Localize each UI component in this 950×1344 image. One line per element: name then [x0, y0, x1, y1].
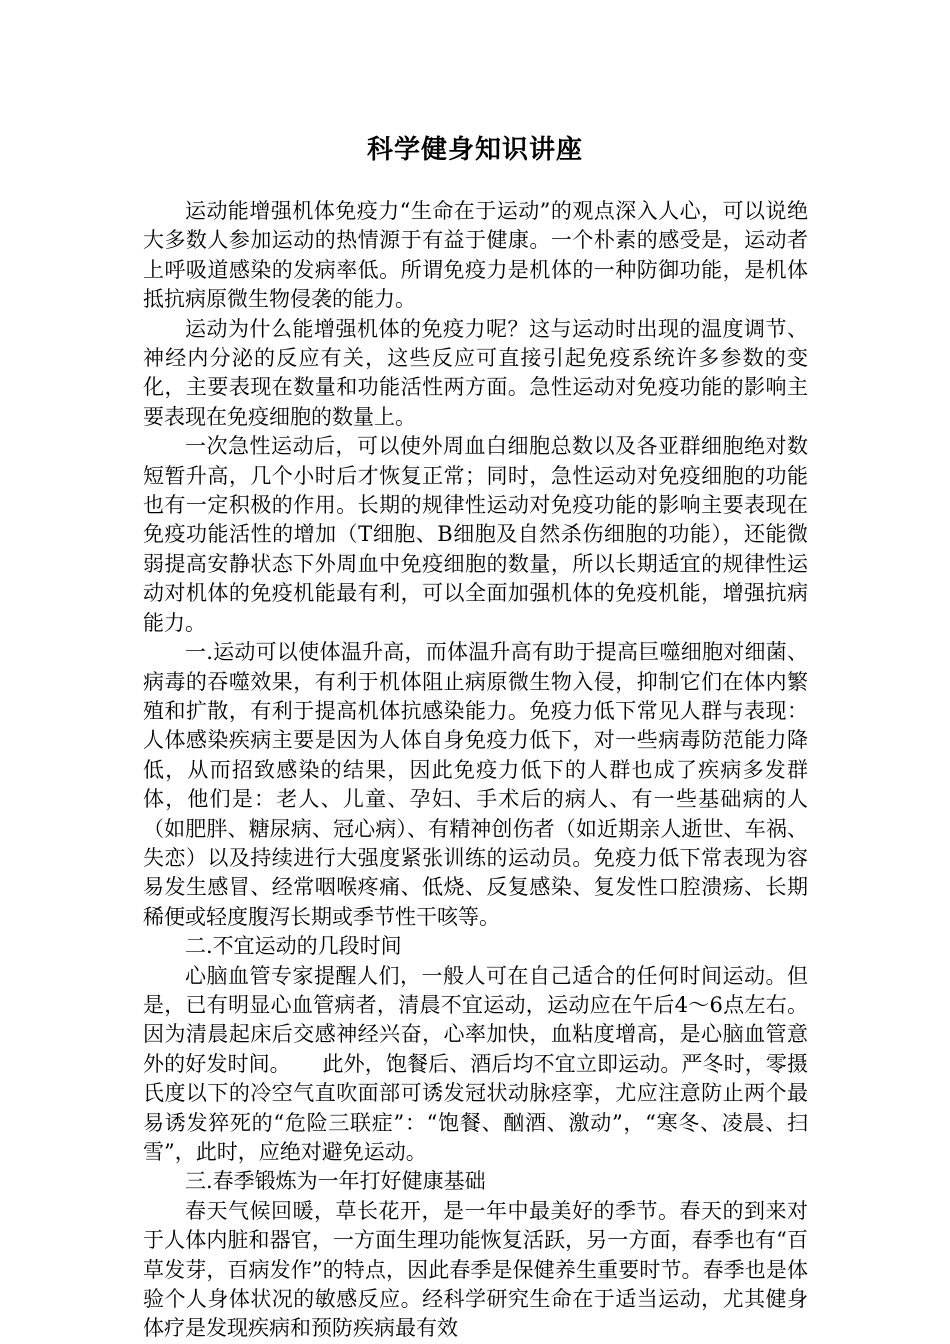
section-heading-two: 二.不宜运动的几段时间 [185, 934, 402, 959]
paragraph-unsuitable-times: 心脑血管专家提醒人们，一般人可在自己适合的任何时间运动。但是，已有明显心血管病者，清晨不宜运动，运动应在午后4～6点左右。因为清晨起床后交感神经兴奋，心率加快，血粘度增高，是心脑血管意外的好发时间。 此外，饱餐后、酒后均不宜立即运动。严冬时，零摄氏度以下的冷空气直吹面部可诱发冠状动脉痉挛，尤应注意防止两个最易诱发猝死的“危险三联症”：“饱餐、酗酒、激动”，“寒冬、凌晨、扫雪”，此时，应绝对避免运动。 [143, 963, 808, 1164]
section-heading-three: 三.春季锻炼为一年打好健康基础 [185, 1169, 486, 1194]
paragraph-section-one: 一.运动可以使体温升高，而体温升高有助于提高巨噬细胞对细菌、病毒的吞噬效果，有利于机体阻止病原微生物入侵，抑制它们在体内繁殖和扩散，有利于提高机体抗感染能力。免疫力低下常见人群与表现：人体感染疾病主要是因为人体自身免疫力低下，对一些病毒防范能力降低，从而招致感染的结果，因此免疫力低下的人群也成了疾病多发群体，他们是：老人、儿童、孕妇、手术后的病人、有一些基础病的人（如肥胖、糖尿病、冠心病）、有精神创伤者（如近期亲人逝世、车祸、失恋）以及持续进行大强度紧张训练的运动员。免疫力低下常表现为容易发生感冒、经常咽喉疼痛、低烧、反复感染、复发性口腔溃疡、长期稀便或轻度腹泻长期或季节性干咳等。 [143, 640, 808, 929]
document-title: 科学健身知识讲座 [366, 135, 583, 165]
paragraph-immunity-intro: 运动能增强机体免疫力“生命在于运动”的观点深入人心，可以说绝大多数人参加运动的热情源于有益于健康。一个朴素的感受是，运动者上呼吸道感染的发病率低。所谓免疫力是机体的一种防御功能，是机体抵抗病原微生物侵袭的能力。 [143, 199, 808, 312]
paragraph-spring-exercise: 春天气候回暖，草长花开，是一年中最美好的季节。春天的到来对于人体内脏和器官，一方面生理功能恢复活跃，另一方面，春季也有“百草发芽，百病发作”的特点，因此春季是保健养生重要时节。春季也是体验个人身体状况的敏感反应。经科学研究生命在于适当运动，尤其健身体疗是发现疾病和预防疾病最有效 [143, 1198, 808, 1341]
document-body [143, 197, 808, 1344]
paragraph-why-exercise: 运动为什么能增强机体的免疫力呢？这与运动时出现的温度调节、神经内分泌的反应有关，这些反应可直接引起免疫系统许多参数的变化，主要表现在数量和功能活性两方面。急性运动对免疫功能的影响主要表现在免疫细胞的数量上。 [143, 316, 808, 429]
paragraph-acute-exercise: 一次急性运动后，可以使外周血白细胞总数以及各亚群细胞绝对数短暂升高，几个小时后才恢复正常；同时，急性运动对免疫细胞的功能也有一定积极的作用。长期的规律性运动对免疫功能的影响主要表现在免疫功能活性的增加（T细胞、B细胞及自然杀伤细胞的功能），还能微弱提高安静状态下外周血中免疫细胞的数量，所以长期适宜的规律性运动对机体的免疫机能最有利，可以全面加强机体的免疫机能，增强抗病能力。 [143, 434, 808, 635]
